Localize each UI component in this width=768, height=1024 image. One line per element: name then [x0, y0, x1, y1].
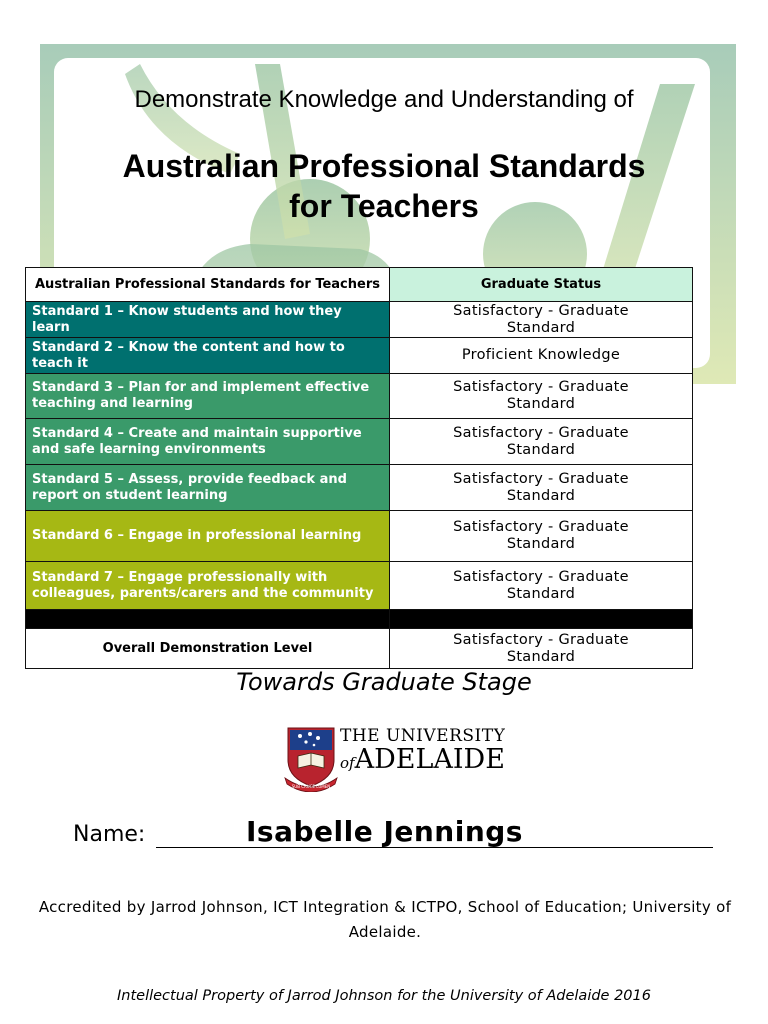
crest-motto: SUB CRUCE LUMEN	[291, 784, 331, 789]
column-header-status: Graduate Status	[390, 268, 693, 302]
status-cell	[390, 374, 693, 419]
title-line-1: Australian Professional Standards	[122, 148, 646, 184]
logo-line-1: THE UNIVERSITY	[340, 726, 506, 746]
table-row	[26, 511, 693, 562]
standard-cell	[26, 511, 390, 562]
status-text: Satisfactory - Graduate	[453, 519, 629, 535]
table-row	[26, 338, 693, 374]
status-cell	[390, 562, 693, 610]
standard-text: Standard 4 – Create and maintain supportive	[32, 425, 362, 441]
page-title	[0, 146, 768, 226]
status-cell	[390, 465, 693, 511]
standard-text: teach it	[32, 355, 88, 371]
status-text: Satisfactory - Graduate	[453, 631, 629, 648]
standards-table	[25, 267, 693, 669]
table-header-row	[26, 268, 693, 302]
status-text: Standard	[506, 585, 576, 602]
standard-cell	[26, 338, 390, 374]
logo-line-2	[340, 744, 505, 775]
status-text: Standard	[506, 396, 576, 412]
standard-text: and safe learning environments	[32, 441, 266, 457]
university-crest-icon	[284, 726, 338, 792]
table-row	[26, 419, 693, 465]
name-label: Name:	[73, 822, 146, 847]
accreditation-line: Accredited by Jarrod Johnson, ICT Integration & ICTPO, School of Education; University of	[38, 898, 732, 916]
status-cell	[390, 338, 693, 374]
standard-text: report on student learning	[32, 487, 228, 503]
status-text: Proficient Knowledge	[461, 347, 621, 363]
table-row	[26, 302, 693, 338]
status-text: Standard	[506, 487, 576, 504]
status-text: Standard	[506, 441, 576, 458]
table-divider-row	[26, 610, 693, 629]
standard-text: colleagues, parents/carers and the community	[32, 585, 374, 601]
status-cell	[390, 419, 693, 465]
overall-label-cell: Overall Demonstration Level	[26, 629, 390, 669]
standard-text: Standard 3 – Plan for and implement effective	[32, 380, 370, 395]
standard-cell	[26, 419, 390, 465]
status-text: Satisfactory - Graduate	[453, 424, 629, 441]
status-cell	[390, 302, 693, 338]
standard-cell	[26, 562, 390, 610]
table-row	[26, 465, 693, 511]
divider-cell	[390, 610, 693, 629]
standard-text: Standard 7 – Engage professionally with	[32, 569, 328, 585]
standard-text: learn	[32, 319, 70, 335]
table-row	[26, 374, 693, 419]
table-row	[26, 562, 693, 610]
status-text: Standard	[506, 536, 576, 552]
status-text: Standard	[506, 319, 576, 336]
standard-cell	[26, 465, 390, 511]
university-logo	[284, 726, 506, 794]
logo-adelaide: ADELAIDE	[354, 744, 505, 775]
standard-text: Standard 5 – Assess, provide feedback and	[32, 471, 347, 487]
table-row-overall	[26, 629, 693, 669]
accreditation-line: Adelaide.	[348, 923, 422, 941]
accreditation-text	[30, 895, 740, 945]
overall-status-cell	[390, 629, 693, 669]
title-line-2: for Teachers	[289, 188, 479, 224]
status-text: Standard	[506, 648, 576, 665]
stage-label: Towards Graduate Stage	[236, 668, 532, 696]
column-header-standards: Australian Professional Standards for Teachers	[26, 268, 390, 302]
logo-of: of	[340, 754, 355, 772]
standard-text: Standard 1 – Know students and how they	[32, 303, 342, 319]
intellectual-property-note: Intellectual Property of Jarrod Johnson for the University of Adelaide 2016	[117, 988, 651, 1004]
standard-cell	[26, 374, 390, 419]
standard-text: Standard 6 – Engage in professional learning	[32, 528, 362, 543]
standard-cell	[26, 302, 390, 338]
standard-text: Standard 2 – Know the content and how to	[32, 339, 345, 355]
divider-cell	[26, 610, 390, 629]
status-text: Satisfactory - Graduate	[453, 379, 629, 395]
status-cell	[390, 511, 693, 562]
page-subtitle: Demonstrate Knowledge and Understanding of	[134, 86, 634, 113]
status-text: Satisfactory - Graduate	[453, 568, 629, 585]
name-field: Isabelle Jennings	[156, 814, 713, 848]
standard-text: teaching and learning	[32, 396, 193, 411]
status-text: Satisfactory - Graduate	[453, 470, 629, 487]
status-text: Satisfactory - Graduate	[453, 302, 629, 319]
